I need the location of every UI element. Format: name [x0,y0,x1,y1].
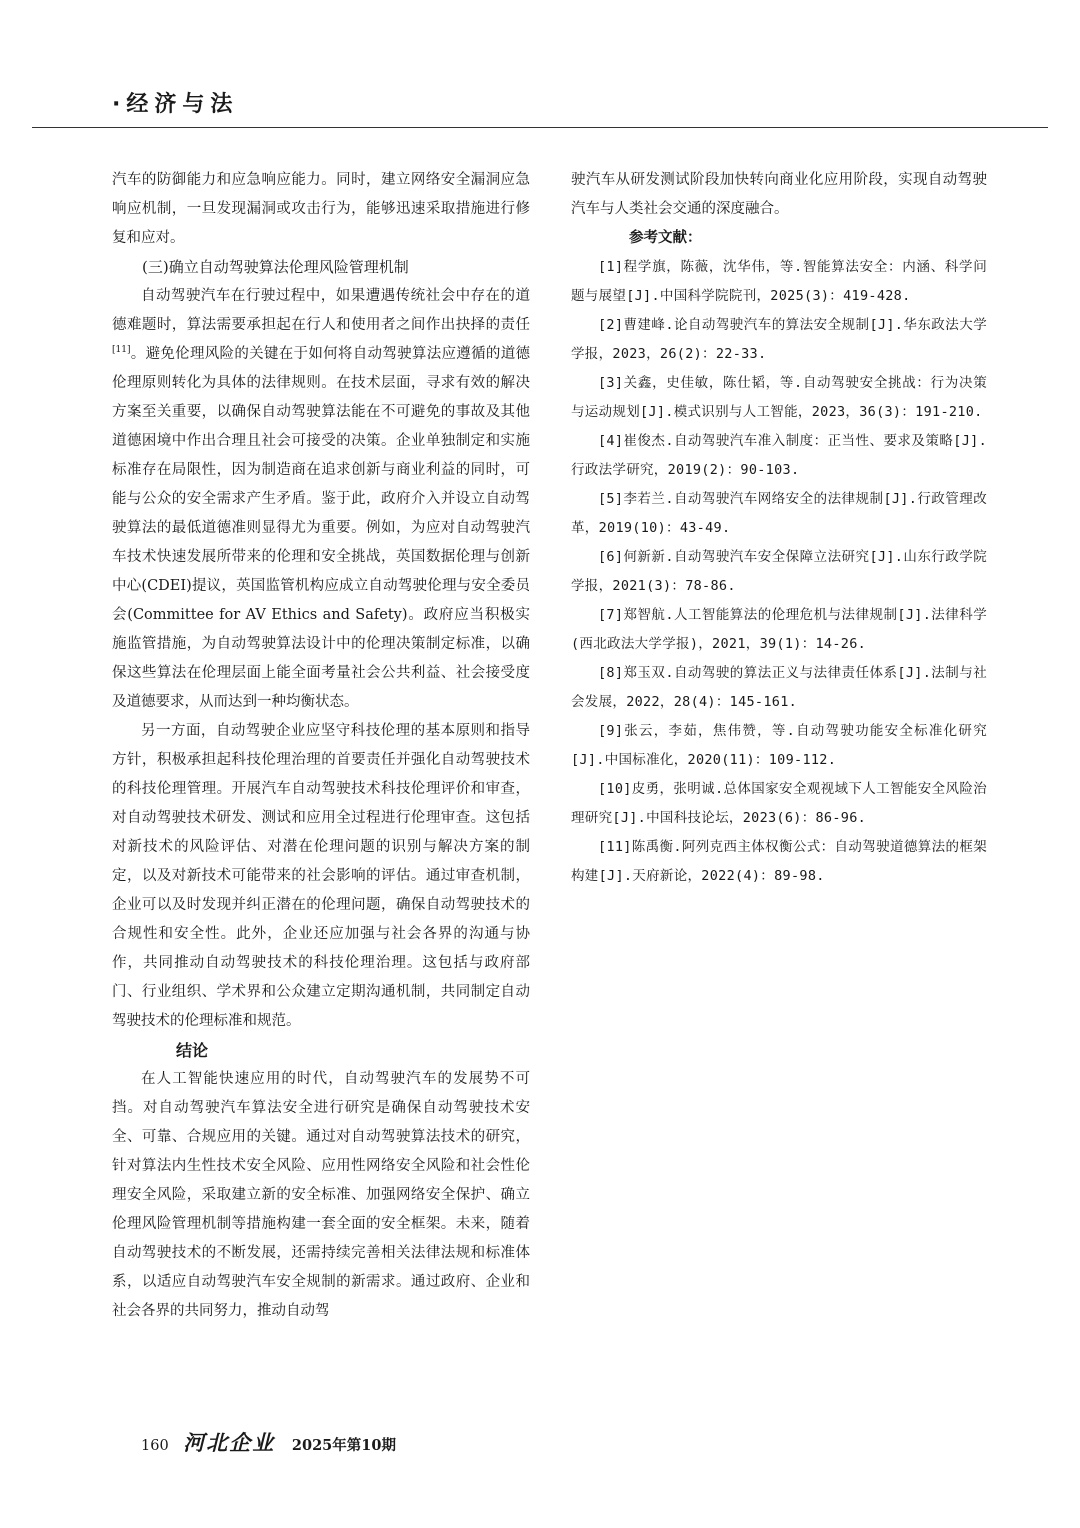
conclusion-paragraph: 在人工智能快速应用的时代，自动驾驶汽车的发展势不可挡。对自动驾驶汽车算法安全进行研究是确保自动驾驶技术安全、可靠、合规应用的关键。通过对自动驾驶算法技术的研究，针对算法内生性技术安全风险、应用性网络安全风险和社会性伦理安全风险，采取建立新的安全标准、加强网络安全保护、确立伦理风险管理机制等措施构建一套全面的安全框架。未来，随着自动驾驶技术的不断发展，还需持续完善相关法律法规和标准体系，以适应自动驾驶汽车安全规制的新需求。通过政府、企业和社会各界的共同努力，推动自动驾 [112,1071,530,1319]
subsection-title: (三)确立自动驾驶算法伦理风险管理机制 [142,258,409,276]
body-paragraph [112,282,530,717]
issue-label: 2025年第10期 [291,1437,396,1454]
reference-item: [7]郑智航.人工智能算法的伦理危机与法律规制[J].法律科学(西北政法大学学报)，2021，39(1)：14-26. [571,607,987,652]
reference-item: [5]李若兰.自动驾驶汽车网络安全的法律规制[J].行政管理改革，2019(10)：43-49. [571,491,987,536]
reference-item: [8]郑玉双.自动驾驶的算法正义与法律责任体系[J].法制与社会发展，2022，28(4)：145-161. [571,665,987,710]
body-text: 。避免伦理风险的关键在于如何将自动驾驶算法应遵循的道德伦理原则转化为具体的法律规则。在技术层面，寻求有效的解决方案至关重要，以确保自动驾驶算法能在不可避免的事故及其他道德困境中作出合理且社会可接受的决策。企业单独制定和实施标准存在局限性，因为制造商在追求创新与商业利益的同时，可能与公众的安全需求产生矛盾。鉴于此，政府介入并设立自动驾驶算法的最低道德准则显得尤为重要。例如，为应对自动驾驶汽车技术快速发展所带来的伦理和安全挑战，英国数据伦理与创新中心(CDEI)提议，英国监管机构应成立自动驾驶伦理与安全委员会(Committee for AV Ethics and Safety)。政府应当积极实施监管措施，为自动驾驶算法设计中的伦理决策制定标准，以确保这些算法在伦理层面上能全面考量社会公共利益、社会接受度及道德要求，从而达到一种均衡状态。 [112,346,530,710]
header-divider [32,127,1048,128]
reference-item: [2]曹建峰.论自动驾驶汽车的算法安全规制[J].华东政法大学学报，2023，26(2)：22-33. [571,317,987,362]
reference-item: [6]何新新.自动驾驶汽车安全保障立法研究[J].山东行政学院学报，2021(3)：78-86. [571,549,987,594]
citation-mark: [11] [112,345,131,356]
section-header: ·经济与法 [112,92,239,117]
page-number: 160 [141,1438,169,1454]
reference-item: [11]陈禹衡.阿列克西主体权衡公式：自动驾驶道德算法的框架构建[J].天府新论，2022(4)：89-98. [571,839,987,884]
body-paragraph: 另一方面，自动驾驶企业应坚守科技伦理的基本原则和指导方针，积极承担起科技伦理治理的首要责任并强化自动驾驶技术的科技伦理管理。开展汽车自动驾驶技术科技伦理评价和审查，对自动驾驶技术研发、测试和应用全过程进行伦理审查。这包括对新技术的风险评估、对潜在伦理问题的识别与解决方案的制定，以及对新技术可能带来的社会影响的评估。通过审查机制，企业可以及时发现并纠正潜在的伦理问题，确保自动驾驶技术的合规性和安全性。此外，企业还应加强与社会各界的沟通与协作，共同推动自动驾驶技术的科技伦理治理。这包括与政府部门、行业组织、学术界和公众建立定期沟通机制，共同制定自动驾驶技术的伦理标准和规范。 [112,723,530,1029]
body-text: 自动驾驶汽车在行驶过程中，如果遭遇传统社会中存在的道德难题时，算法需要承担起在行人和使用者之间作出抉择的责任 [112,288,530,333]
reference-item: [10]皮勇，张明诚.总体国家安全观视域下人工智能安全风险治理研究[J].中国科技论坛，2023(6)：86-96. [571,781,987,826]
right-column [571,166,987,891]
conclusion-continued: 驶汽车从研发测试阶段加快转向商业化应用阶段，实现自动驾驶汽车与人类社会交通的深度融合。 [571,172,987,217]
reference-item: [1]程学旗，陈薇，沈华伟，等.智能算法安全：内涵、科学问题与展望[J].中国科学院院刊，2025(3)：419-428. [571,259,987,304]
references-title: 参考文献： [629,230,702,246]
reference-list [571,253,987,891]
reference-item: [3]关鑫，史佳敏，陈仕韬，等.自动驾驶安全挑战：行为决策与运动规划[J].模式识别与人工智能，2023，36(3)：191-210. [571,375,987,420]
body-paragraph: 汽车的防御能力和应急响应能力。同时，建立网络安全漏洞应急响应机制，一旦发现漏洞或攻击行为，能够迅速采取措施进行修复和应对。 [112,172,530,246]
reference-item: [4]崔俊杰.自动驾驶汽车准入制度：正当性、要求及策略[J].行政法学研究，2019(2)：90-103. [571,433,987,478]
journal-name: 河北企业 [183,1430,276,1455]
page-footer [141,1428,396,1461]
reference-item: [9]张云，李茹，焦伟赞，等.自动驾驶功能安全标准化研究[J].中国标准化，2020(11)：109-112. [571,723,987,768]
left-column [112,166,530,1326]
conclusion-title: 结论 [176,1041,209,1060]
